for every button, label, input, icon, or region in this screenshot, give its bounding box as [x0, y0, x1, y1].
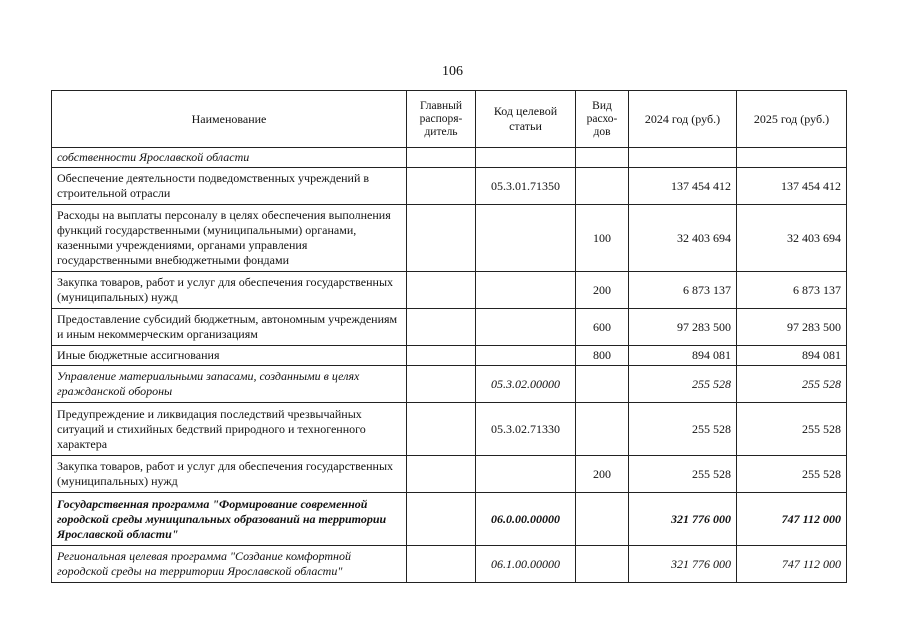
cell-name: Управление материальными запасами, созданными в целях гражданской обороны: [52, 366, 407, 403]
cell-grbs: [407, 493, 476, 546]
cell-kind: [576, 403, 629, 456]
cell-name: Закупка товаров, работ и услуг для обеспечения государственных (муниципальных) нужд: [52, 456, 407, 493]
cell-2024: [629, 148, 737, 168]
cell-name: Предоставление субсидий бюджетным, автономным учреждениям и иным некоммерческим организациям: [52, 309, 407, 346]
cell-grbs: [407, 272, 476, 309]
cell-2024: 894 081: [629, 346, 737, 366]
cell-name: собственности Ярославской области: [52, 148, 407, 168]
cell-code: [476, 346, 576, 366]
table-row: [52, 403, 847, 456]
cell-code: [476, 148, 576, 168]
cell-name: Расходы на выплаты персоналу в целях обеспечения выполнения функций государственными (муниципальными) органами, казенными учреждениями, органами управления государственными внебюджетными фондами: [52, 205, 407, 272]
table-row: [52, 148, 847, 168]
cell-grbs: [407, 148, 476, 168]
cell-2024: 137 454 412: [629, 168, 737, 205]
cell-grbs: [407, 403, 476, 456]
header-2025: 2025 год (руб.): [737, 91, 847, 148]
budget-table: [51, 90, 847, 583]
table-row: [52, 168, 847, 205]
cell-grbs: [407, 346, 476, 366]
cell-code: 06.0.00.00000: [476, 493, 576, 546]
cell-code: [476, 309, 576, 346]
cell-2025: 747 112 000: [737, 493, 847, 546]
cell-grbs: [407, 168, 476, 205]
cell-kind: 100: [576, 205, 629, 272]
cell-2024: 255 528: [629, 366, 737, 403]
cell-grbs: [407, 456, 476, 493]
cell-2024: 255 528: [629, 456, 737, 493]
cell-2025: 255 528: [737, 366, 847, 403]
cell-2024: 6 873 137: [629, 272, 737, 309]
cell-kind: [576, 546, 629, 583]
cell-2025: 894 081: [737, 346, 847, 366]
cell-name: Региональная целевая программа "Создание комфортной городской среды на территории Ярославской области": [52, 546, 407, 583]
cell-2025: 747 112 000: [737, 546, 847, 583]
cell-grbs: [407, 205, 476, 272]
cell-2025: [737, 148, 847, 168]
cell-2024: 255 528: [629, 403, 737, 456]
cell-name: Предупреждение и ликвидация последствий чрезвычайных ситуаций и стихийных бедствий природного и техногенного характера: [52, 403, 407, 456]
cell-grbs: [407, 366, 476, 403]
table-row: [52, 546, 847, 583]
table-row: [52, 272, 847, 309]
cell-2024: 97 283 500: [629, 309, 737, 346]
cell-kind: 200: [576, 456, 629, 493]
table-row: [52, 456, 847, 493]
cell-code: 05.3.01.71350: [476, 168, 576, 205]
header-2024: 2024 год (руб.): [629, 91, 737, 148]
cell-2025: 255 528: [737, 456, 847, 493]
cell-2024: 32 403 694: [629, 205, 737, 272]
cell-code: [476, 456, 576, 493]
cell-kind: [576, 168, 629, 205]
table-row: [52, 346, 847, 366]
table-row: [52, 309, 847, 346]
cell-name: Закупка товаров, работ и услуг для обеспечения государственных (муниципальных) нужд: [52, 272, 407, 309]
table-row: [52, 366, 847, 403]
header-grbs: Главный распоря-дитель: [407, 91, 476, 148]
cell-2025: 255 528: [737, 403, 847, 456]
cell-code: 06.1.00.00000: [476, 546, 576, 583]
cell-kind: [576, 148, 629, 168]
cell-code: 05.3.02.00000: [476, 366, 576, 403]
cell-2025: 97 283 500: [737, 309, 847, 346]
cell-name: Обеспечение деятельности подведомственных учреждений в строительной отрасли: [52, 168, 407, 205]
cell-2025: 137 454 412: [737, 168, 847, 205]
header-code: Код целевой статьи: [476, 91, 576, 148]
cell-2024: 321 776 000: [629, 493, 737, 546]
cell-name: Государственная программа "Формирование современной городской среды муниципальных образований на территории Ярославской области": [52, 493, 407, 546]
page-number: 106: [442, 64, 463, 79]
cell-code: 05.3.02.71330: [476, 403, 576, 456]
cell-kind: [576, 493, 629, 546]
cell-2025: 6 873 137: [737, 272, 847, 309]
table-row: [52, 205, 847, 272]
cell-grbs: [407, 546, 476, 583]
cell-2024: 321 776 000: [629, 546, 737, 583]
cell-2025: 32 403 694: [737, 205, 847, 272]
cell-code: [476, 205, 576, 272]
cell-kind: 200: [576, 272, 629, 309]
cell-kind: 600: [576, 309, 629, 346]
cell-kind: [576, 366, 629, 403]
cell-code: [476, 272, 576, 309]
header-kind: Вид расхо-дов: [576, 91, 629, 148]
table-row: [52, 493, 847, 546]
header-name: Наименование: [52, 91, 407, 148]
table-header-row: [52, 91, 847, 148]
cell-name: Иные бюджетные ассигнования: [52, 346, 407, 366]
cell-kind: 800: [576, 346, 629, 366]
cell-grbs: [407, 309, 476, 346]
